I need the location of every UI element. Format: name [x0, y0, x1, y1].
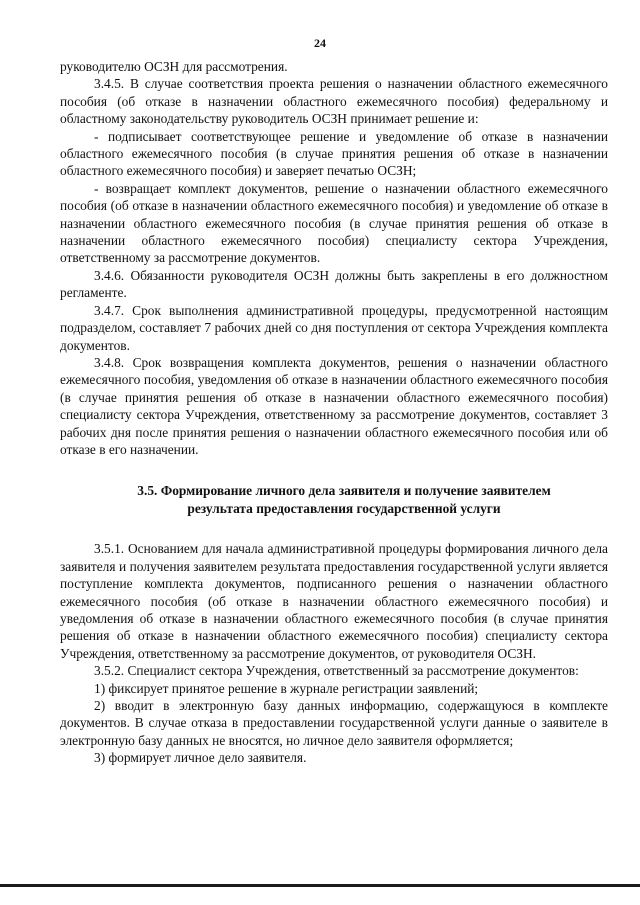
section-heading-3-5: 3.5. Формирование личного дела заявителя и получение заявителем результата предоставления государственной услуги: [137, 483, 551, 517]
list-item-2: 2) вводит в электронную базу данных информацию, содержащуюся в комплекте документов. В случае отказа в предоставлении государственной услуги данные о заявителе в электронную базу данных не вносятся, но личное дело заявителя оформляется;: [60, 698, 608, 748]
paragraph-3-5-2: 3.5.2. Специалист сектора Учреждения, ответственный за рассмотрение документов:: [94, 663, 579, 679]
paragraph-3-4-5: 3.4.5. В случае соответствия проекта решения о назначении областного ежемесячного пособия (об отказе в назначении областного ежемесячного пособия) федеральному и областному законодательству руководитель ОСЗН принимает решение и:: [60, 76, 608, 127]
list-item-1: 1) фиксирует принятое решение в журнале регистрации заявлений;: [94, 680, 479, 696]
bottom-rule: [0, 884, 640, 887]
list-item-return-documents: - возвращает комплект документов, решение о назначении областного ежемесячного пособия (об отказе в назначении областного ежемесячного пособия) и уведомление об отказе в назначении областного ежемесячного пособия (в случае принятия решения об отказе в назначении областного ежемесячного пособия) специалисту сектора Учреждения, ответственному за рассмотрение документов.: [60, 180, 608, 266]
document-body: [60, 58, 608, 767]
paragraph-3-4-6: 3.4.6. Обязанности руководителя ОСЗН должны быть закреплены в его должностном регламенте.: [60, 267, 608, 301]
paragraph-3-5-1: 3.5.1. Основанием для начала административной процедуры формирования личного дела заявителя и получения заявителем результата предоставления государственной услуги является поступление комплекта документов, подписанного решения о назначении областного ежемесячного пособия (об отказе в назначении областного ежемесячного пособия) и уведомления об отказе в назначении областного ежемесячного пособия (в случае принятия решения об отказе в назначении областного ежемесячного пособия) специалисту сектора Учреждения, ответственному за рассмотрение документов, от руководителя ОСЗН.: [60, 541, 608, 661]
paragraph-3-4-7: 3.4.7. Срок выполнения административной процедуры, предусмотренной настоящим подразделом, составляет 7 рабочих дней со дня поступления от сектора Учреждения комплекта документов.: [60, 302, 608, 353]
paragraph-3-4-8: 3.4.8. Срок возвращения комплекта документов, решения о назначении областного ежемесячного пособия, уведомления об отказе в назначении областного ежемесячного пособия (в случае принятия решения об отказе в назначении областного ежемесячного пособия) специалисту сектора Учреждения, ответственному за рассмотрение документов, составляет 3 рабочих дня после принятия решения о назначении областного ежемесячного пособия или об отказе в его назначении.: [60, 354, 608, 457]
list-item-sign-decision: - подписывает соответствующее решение и уведомление об отказе в назначении областного ежемесячного пособия (в случае принятия решения об отказе в назначении областного ежемесячного пособия) и заверяет печатью ОСЗН;: [60, 128, 608, 179]
paragraph-continuation: руководителю ОСЗН для рассмотрения.: [60, 59, 288, 74]
page-number: 24: [314, 36, 326, 50]
list-item-3: 3) формирует личное дело заявителя.: [94, 750, 307, 766]
